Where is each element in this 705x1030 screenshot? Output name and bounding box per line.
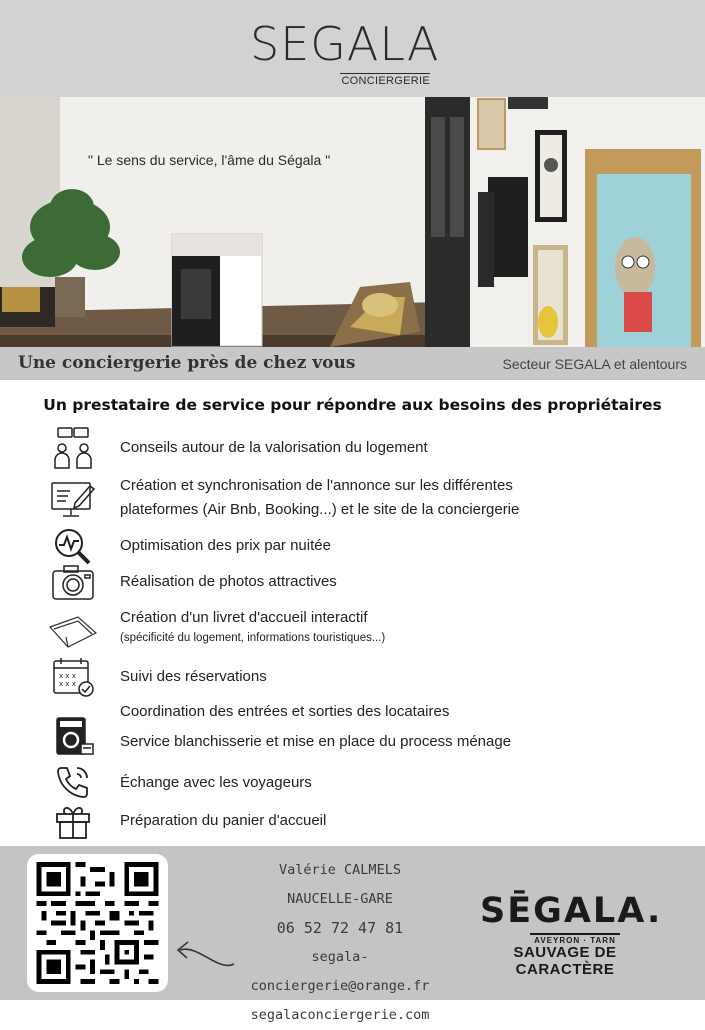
list-item [40, 606, 680, 652]
living-room-illustration [0, 97, 705, 347]
list-item [40, 562, 680, 602]
contact-city: NAUCELLE-GARE [287, 891, 393, 907]
hero-quote: " Le sens du service, l'âme du Ségala " [88, 152, 331, 168]
footer [0, 846, 705, 1023]
list-item [40, 717, 680, 757]
contact-phone[interactable]: 06 52 72 47 81 [276, 919, 404, 937]
list-item [40, 762, 680, 802]
computer-edit-icon [48, 479, 98, 519]
open-book-icon [48, 612, 98, 652]
qr-code-image [35, 862, 160, 984]
list-item [40, 526, 680, 566]
service-label: Service blanchisserie et mise en place du process ménage [120, 733, 512, 750]
service-label: Optimisation des prix par nuitée [120, 537, 331, 554]
service-label: Coordination des entrées et sorties des locataires [120, 703, 450, 720]
washing-machine-icon [48, 717, 98, 757]
gift-icon [48, 800, 98, 840]
service-label: Préparation du panier d'accueil [120, 812, 327, 829]
services-headline: Un prestataire de service pour répondre aux besoins des propriétaires [43, 396, 662, 414]
brand-slogan: SAUVAGE DE CARACTÈRE [513, 944, 617, 978]
hero-photo [0, 97, 705, 347]
service-label: Création d'un livret d'accueil interactif (spécificité du logement, informations touristiques...) [120, 609, 386, 644]
brand-region: AVEYRON · TARN [530, 933, 620, 945]
contact-email[interactable]: segala-conciergerie@orange.fr [250, 949, 430, 994]
calendar-check-icon [48, 657, 98, 697]
header [0, 0, 705, 97]
tagline-band [0, 347, 705, 380]
magnifier-chart-icon [48, 526, 98, 566]
svg-text:x x x: x x x [59, 680, 76, 688]
tagline-title: Une conciergerie près de chez vous [18, 353, 356, 373]
logo: SEGALA [250, 17, 440, 71]
list-item [40, 657, 680, 699]
list-item [40, 800, 680, 840]
logo-subtitle: CONCIERGERIE [341, 75, 430, 87]
contact-website[interactable]: segalaconciergerie.com [250, 1007, 430, 1023]
service-label: Suivi des réservations [120, 668, 267, 685]
service-label: Création et synchronisation de l'annonce sur les différentes plateformes (Air Bnb, Booking...) et le site de la conciergerie [120, 477, 520, 518]
people-chat-icon [48, 428, 98, 468]
svg-text:x x x: x x x [59, 672, 76, 680]
contact-name: Valérie CALMELS [279, 862, 401, 878]
service-label: Échange avec les voyageurs [120, 774, 312, 791]
sector-text: Secteur SEGALA et alentours [502, 356, 687, 372]
qr-code[interactable] [27, 854, 168, 992]
service-label: Conseils autour de la valorisation du logement [120, 439, 428, 456]
segala-brand-logo: SĒGALA. [480, 891, 663, 931]
list-item [40, 428, 680, 468]
service-label: Réalisation de photos attractives [120, 573, 337, 590]
list-item [40, 474, 680, 524]
phone-icon [48, 762, 98, 802]
camera-icon [48, 562, 98, 602]
contact-block [225, 856, 455, 1030]
